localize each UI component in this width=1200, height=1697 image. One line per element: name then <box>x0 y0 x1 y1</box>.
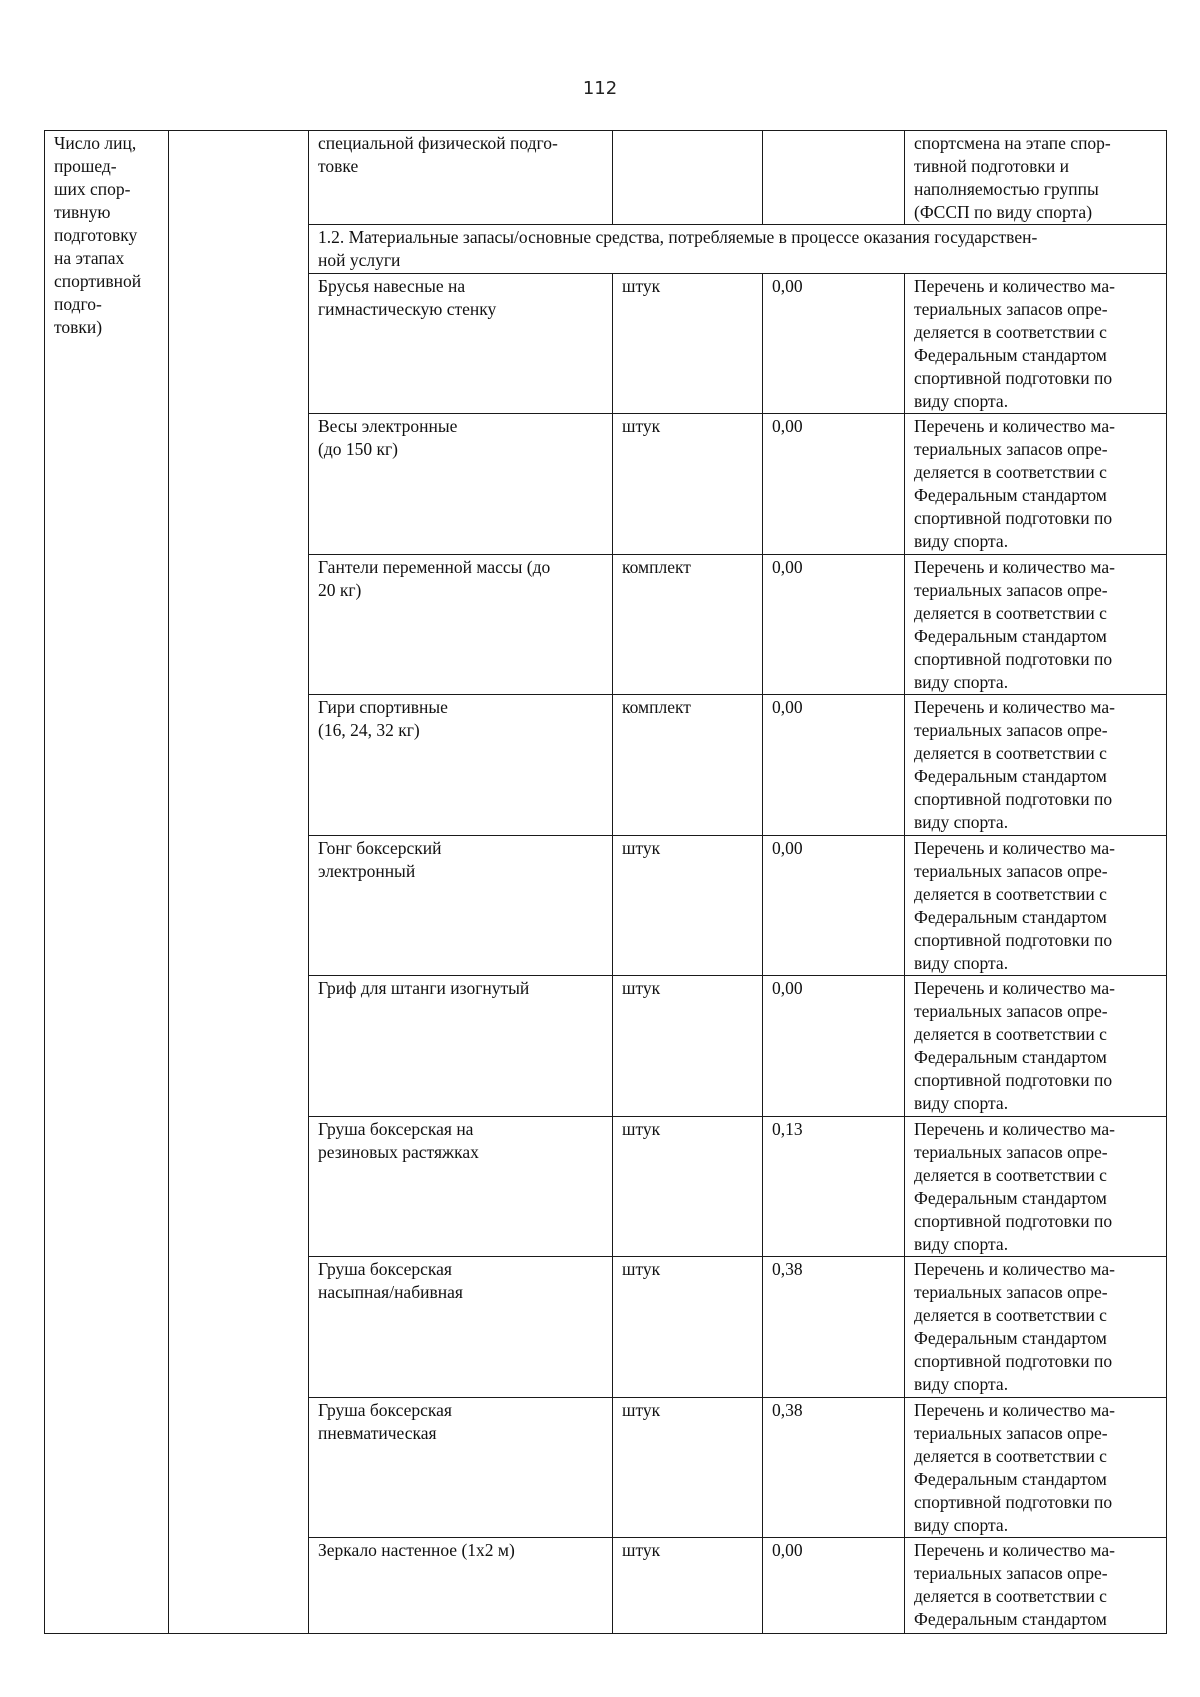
item-name-cell: Груша боксерская на резиновых растяжках <box>309 1116 613 1257</box>
value-cell <box>763 131 905 225</box>
note-cell: Перечень и количество ма- териальных запасов опре- деляется в соответствии с Федеральным стандартом спортивной подготовки по виду спорта. <box>905 414 1167 555</box>
item-name-cell: Брусья навесные на гимнастическую стенку <box>309 273 613 414</box>
item-name-cell: Зеркало настенное (1x2 м) <box>309 1538 613 1634</box>
value-cell: 0,13 <box>763 1116 905 1257</box>
unit-cell: штук <box>613 835 763 976</box>
note-cell: Перечень и количество ма- териальных запасов опре- деляется в соответствии с Федеральным стандартом спортивной подготовки по виду спорта. <box>905 976 1167 1117</box>
note-cell: Перечень и количество ма- териальных запасов опре- деляется в соответствии с Федеральным стандартом спортивной подготовки по виду спорта. <box>905 1116 1167 1257</box>
unit-cell: штук <box>613 1538 763 1634</box>
note-cell: Перечень и количество ма- териальных запасов опре- деляется в соответствии с Федеральным стандартом спортивной подготовки по виду спорта. <box>905 273 1167 414</box>
unit-cell: комплект <box>613 554 763 695</box>
item-name-cell: Гонг боксерский электронный <box>309 835 613 976</box>
value-cell: 0,00 <box>763 976 905 1117</box>
value-cell: 0,00 <box>763 695 905 836</box>
unit-cell: штук <box>613 1397 763 1538</box>
item-name-cell: Гири спортивные (16, 24, 32 кг) <box>309 695 613 836</box>
item-name-cell: Груша боксерская пневматическая <box>309 1397 613 1538</box>
note-cell: Перечень и количество ма- териальных запасов опре- деляется в соответствии с Федеральным стандартом <box>905 1538 1167 1634</box>
page-number: 112 <box>582 78 618 99</box>
value-cell: 0,38 <box>763 1397 905 1538</box>
note-cell: спортсмена на этапе спор- тивной подготовки и наполняемостью группы (ФССП по виду спорта) <box>905 131 1167 225</box>
unit-cell <box>613 131 763 225</box>
unit-cell: комплект <box>613 695 763 836</box>
unit-cell: штук <box>613 1116 763 1257</box>
note-cell: Перечень и количество ма- териальных запасов опре- деляется в соответствии с Федеральным стандартом спортивной подготовки по виду спорта. <box>905 695 1167 836</box>
note-cell: Перечень и количество ма- териальных запасов опре- деляется в соответствии с Федеральным стандартом спортивной подготовки по виду спорта. <box>905 1257 1167 1398</box>
item-name-cell: Гантели переменной массы (до 20 кг) <box>309 554 613 695</box>
value-cell: 0,00 <box>763 835 905 976</box>
note-cell: Перечень и количество ма- териальных запасов опре- деляется в соответствии с Федеральным стандартом спортивной подготовки по виду спорта. <box>905 554 1167 695</box>
value-cell: 0,38 <box>763 1257 905 1398</box>
item-name-cell: Весы электронные (до 150 кг) <box>309 414 613 555</box>
indicator-cell: Число лиц, прошед- ших спор- тивную подготовку на этапах спортивной подго- товки) <box>45 131 169 1634</box>
note-cell: Перечень и количество ма- териальных запасов опре- деляется в соответствии с Федеральным стандартом спортивной подготовки по виду спорта. <box>905 835 1167 976</box>
empty-cell <box>169 131 309 1634</box>
value-cell: 0,00 <box>763 273 905 414</box>
item-name-cell: специальной физической подго- товке <box>309 131 613 225</box>
table-row <box>45 131 1167 225</box>
unit-cell: штук <box>613 414 763 555</box>
note-cell: Перечень и количество ма- териальных запасов опре- деляется в соответствии с Федеральным стандартом спортивной подготовки по виду спорта. <box>905 1397 1167 1538</box>
unit-cell: штук <box>613 976 763 1117</box>
value-cell: 0,00 <box>763 554 905 695</box>
unit-cell: штук <box>613 273 763 414</box>
item-name-cell: Гриф для штанги изогнутый <box>309 976 613 1117</box>
resources-table <box>44 130 1167 1634</box>
unit-cell: штук <box>613 1257 763 1398</box>
item-name-cell: Груша боксерская насыпная/набивная <box>309 1257 613 1398</box>
value-cell: 0,00 <box>763 1538 905 1634</box>
value-cell: 0,00 <box>763 414 905 555</box>
section-heading: 1.2. Материальные запасы/основные средства, потребляемые в процессе оказания государствен- ной услуги <box>309 225 1167 273</box>
